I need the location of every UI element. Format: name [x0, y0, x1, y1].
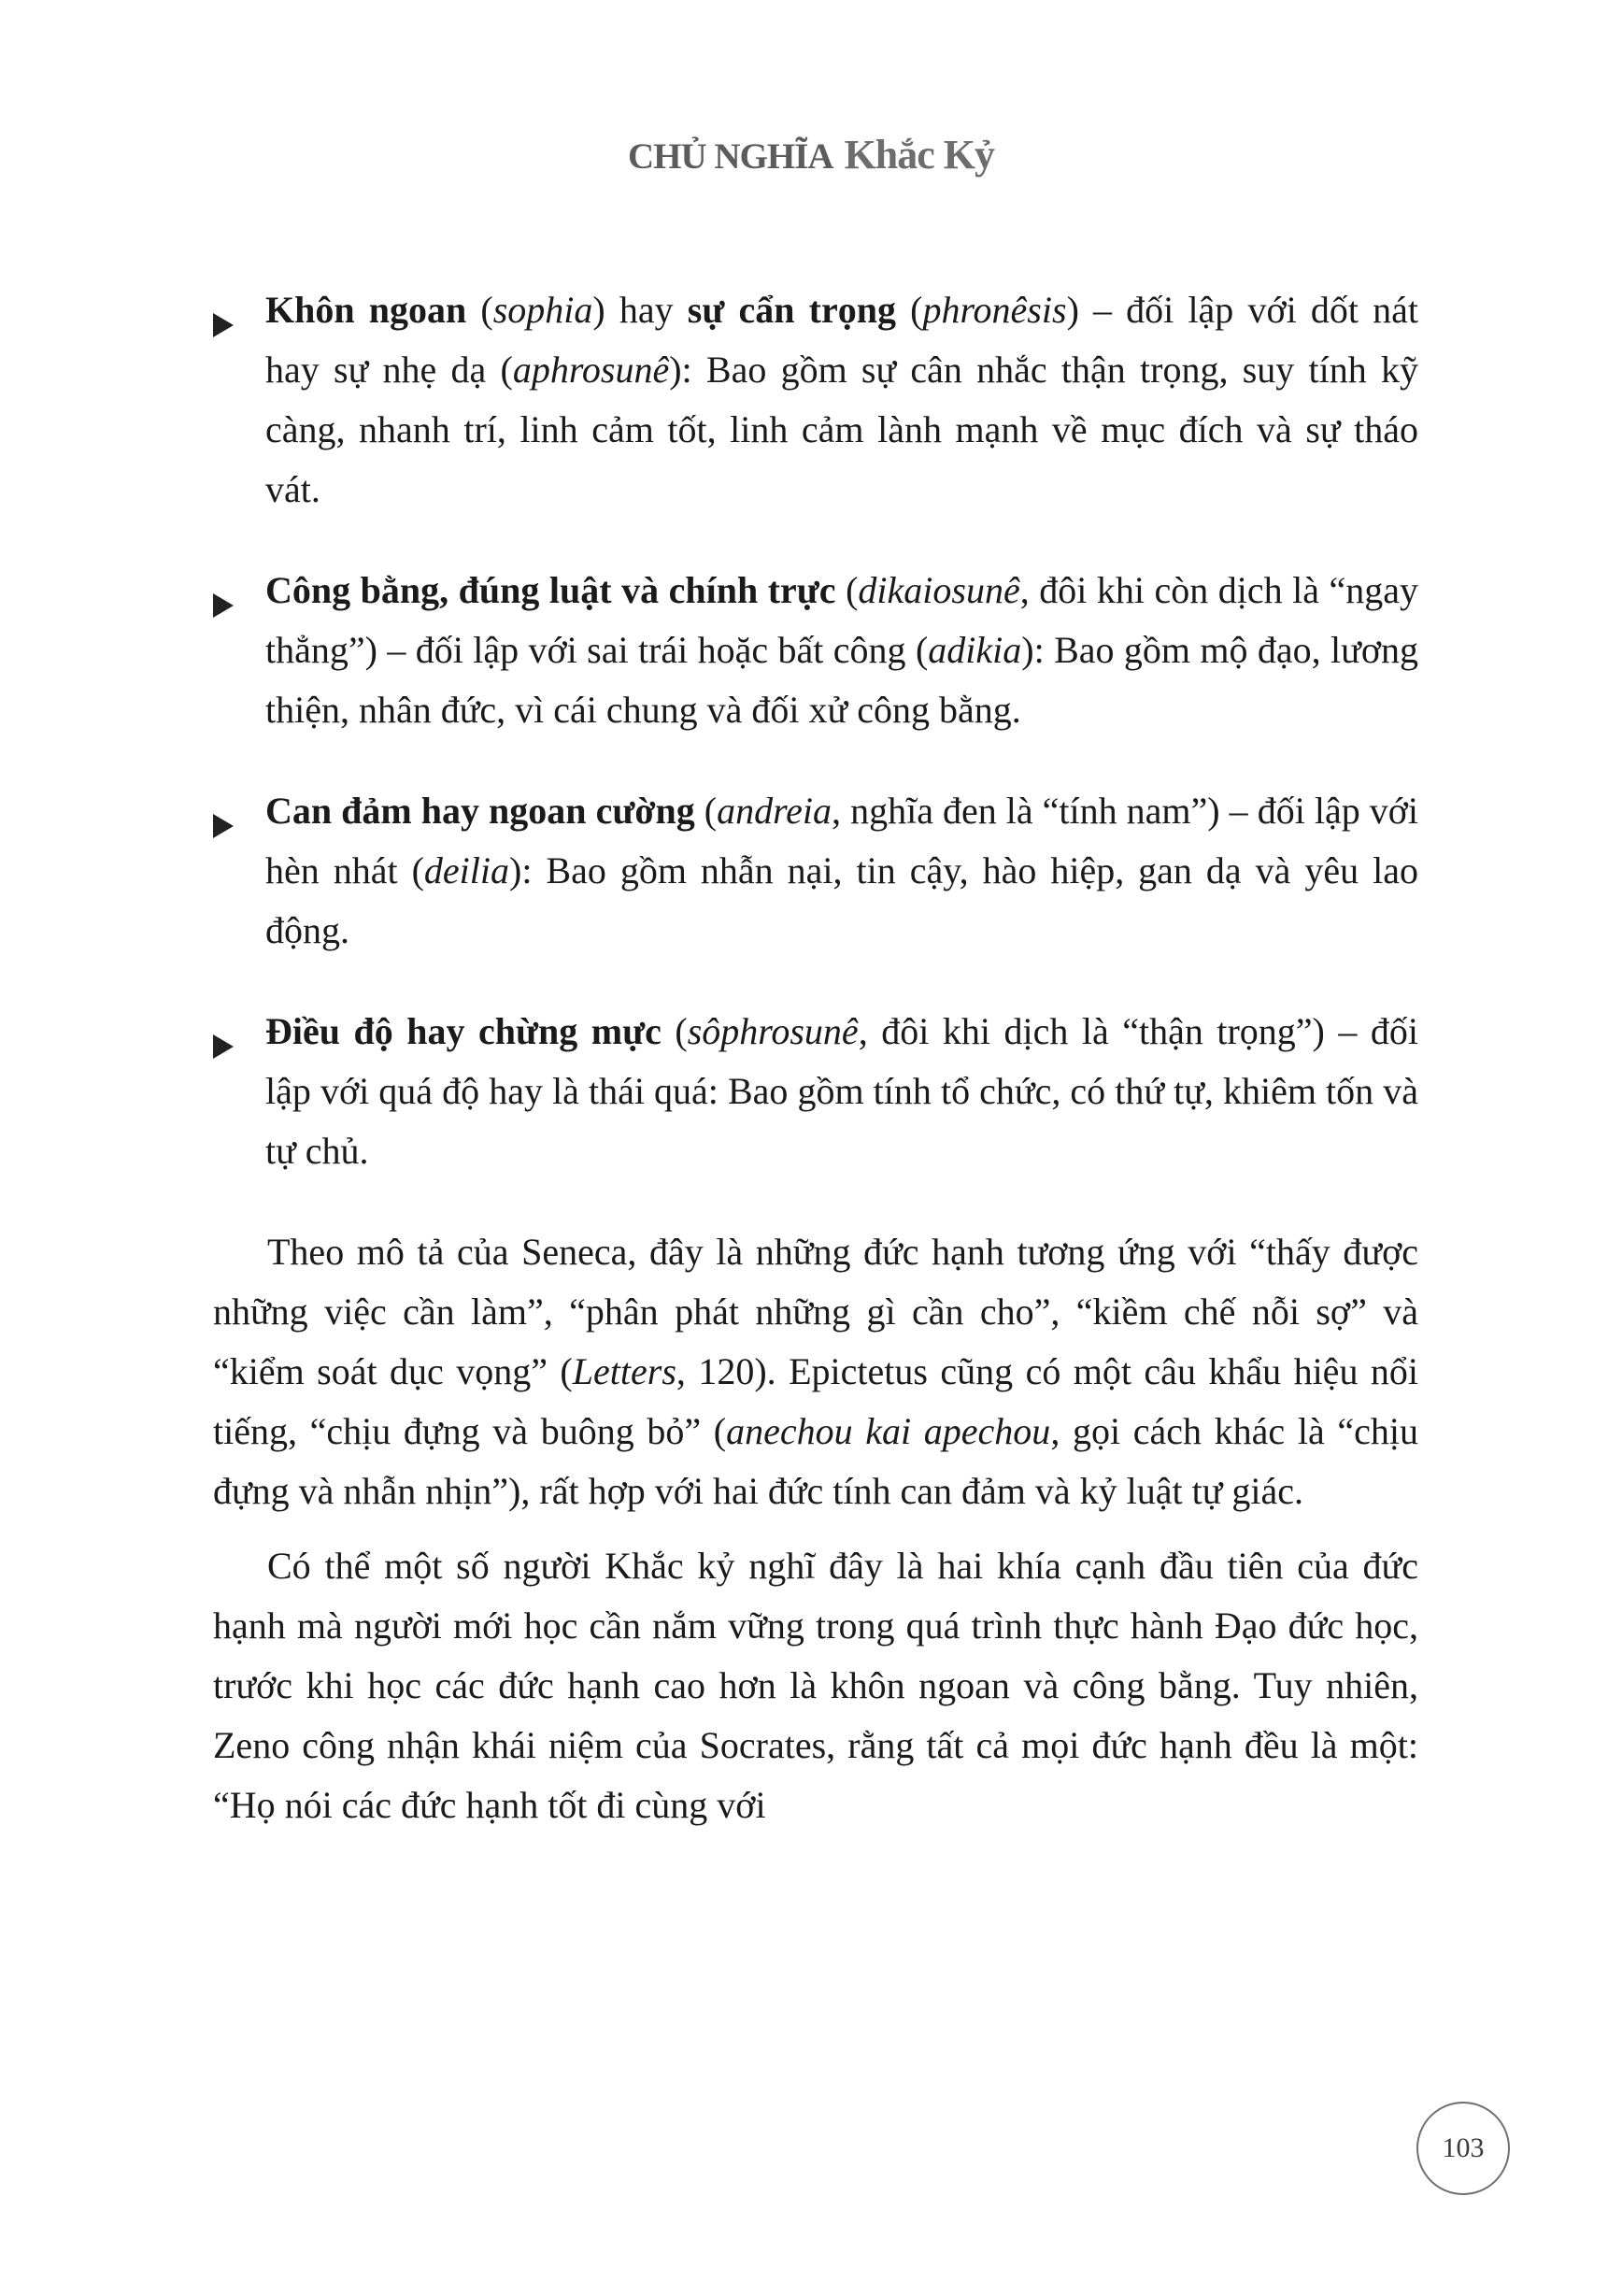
text-run: adikia	[928, 629, 1022, 671]
text-run: aphrosunê	[512, 349, 670, 391]
virtue-bullet-list	[213, 280, 1418, 1181]
text-run: ) hay	[592, 289, 688, 331]
text-run: Theo mô tả của Seneca, đây là những đức hạnh tương ứng với “thấy được những việc cần làm”, “phân phát những gì cần cho”, “kiềm chế nỗi sợ” và “kiểm soát dục vọng” (	[213, 1231, 1418, 1392]
text-run: , đôi khi dịch là “thận trọng”) – đối lập với quá độ hay là thái quá: Bao gồm tính tổ chức, có thứ tự, khiêm tốn và tự chủ.	[265, 1010, 1418, 1172]
text-run: , nghĩa đen là “tính nam”) – đối lập với hèn nhát (	[265, 790, 1419, 891]
text-run: sôphrosunê	[687, 1010, 859, 1052]
paragraph	[213, 1222, 1418, 1521]
text-run: Khôn ngoan	[265, 289, 481, 331]
list-item-text	[265, 781, 1418, 961]
page-number: 103	[1442, 2132, 1485, 2163]
page-content	[213, 280, 1418, 1841]
text-run: Can đảm hay ngoan cường	[265, 790, 704, 832]
text-run: ): Bao gồm sự cân nhắc thận trọng, suy tính kỹ càng, nhanh trí, linh cảm tốt, linh cảm lành mạnh về mục đích và sự tháo vát.	[265, 349, 1418, 510]
list-item-text	[265, 280, 1418, 520]
text-run: (	[480, 289, 493, 331]
text-run: , 120). Epictetus cũng có một câu khẩu hiệu nổi tiếng, “chịu đựng và buông bỏ” (	[213, 1350, 1418, 1452]
page-number-badge	[1416, 2102, 1510, 2195]
list-item	[213, 561, 1418, 740]
list-item-text	[265, 561, 1418, 740]
running-head-part2: Khắc Kỷ	[844, 132, 995, 178]
text-run: sự cẩn trọng	[687, 289, 911, 331]
text-run: anechou kai apechou	[726, 1410, 1051, 1452]
running-head-part1: CHỦ NGHĨA	[627, 136, 833, 177]
paragraph	[213, 1536, 1418, 1835]
running-head	[0, 131, 1622, 178]
text-run: (	[910, 289, 923, 331]
text-run: Letters	[572, 1350, 676, 1392]
text-run: (	[704, 790, 718, 832]
list-item-text	[265, 1002, 1418, 1181]
text-run: phronêsis	[922, 289, 1067, 331]
text-run: (	[675, 1010, 688, 1052]
triangle-bullet-icon	[213, 1002, 265, 1063]
list-item	[213, 1002, 1418, 1181]
text-run: , gọi cách khác là “chịu đựng và nhẫn nhịn”), rất hợp với hai đức tính can đảm và kỷ luật tự giác.	[213, 1410, 1419, 1512]
triangle-bullet-icon	[213, 781, 265, 843]
text-run: ): Bao gồm mộ đạo, lương thiện, nhân đức, vì cái chung và đối xử công bằng.	[265, 629, 1419, 731]
text-run: sophia	[492, 289, 593, 331]
text-run: ): Bao gồm nhẫn nại, tin cậy, hào hiệp, gan dạ và yêu lao động.	[265, 849, 1418, 951]
text-run: Điều độ hay chừng mực	[265, 1010, 676, 1052]
body-paragraphs	[213, 1222, 1418, 1835]
text-run: (	[846, 569, 859, 611]
text-run: andreia	[717, 790, 832, 832]
text-run: ) – đối lập với dốt nát hay sự nhẹ dạ (	[265, 289, 1419, 391]
text-run: dikaiosunê	[858, 569, 1020, 611]
triangle-bullet-icon	[213, 280, 265, 342]
text-run: Có thể một số người Khắc kỷ nghĩ đây là hai khía cạnh đầu tiên của đức hạnh mà người mới học cần nắm vững trong quá trình thực hành Đạo đức học, trước khi học các đức hạnh cao hơn là khôn ngoan và công bằng. Tuy nhiên, Zeno công nhận khái niệm của Socrates, rằng tất cả mọi đức hạnh đều là một: “Họ nói các đức hạnh tốt đi cùng với	[213, 1545, 1418, 1826]
list-item	[213, 781, 1418, 961]
text-run: , đôi khi còn dịch là “ngay thẳng”) – đối lập với sai trái hoặc bất công (	[265, 569, 1418, 671]
text-run: deilia	[423, 849, 509, 891]
text-run: Công bằng, đúng luật và chính trực	[265, 569, 847, 611]
list-item	[213, 280, 1418, 520]
triangle-bullet-icon	[213, 561, 265, 622]
